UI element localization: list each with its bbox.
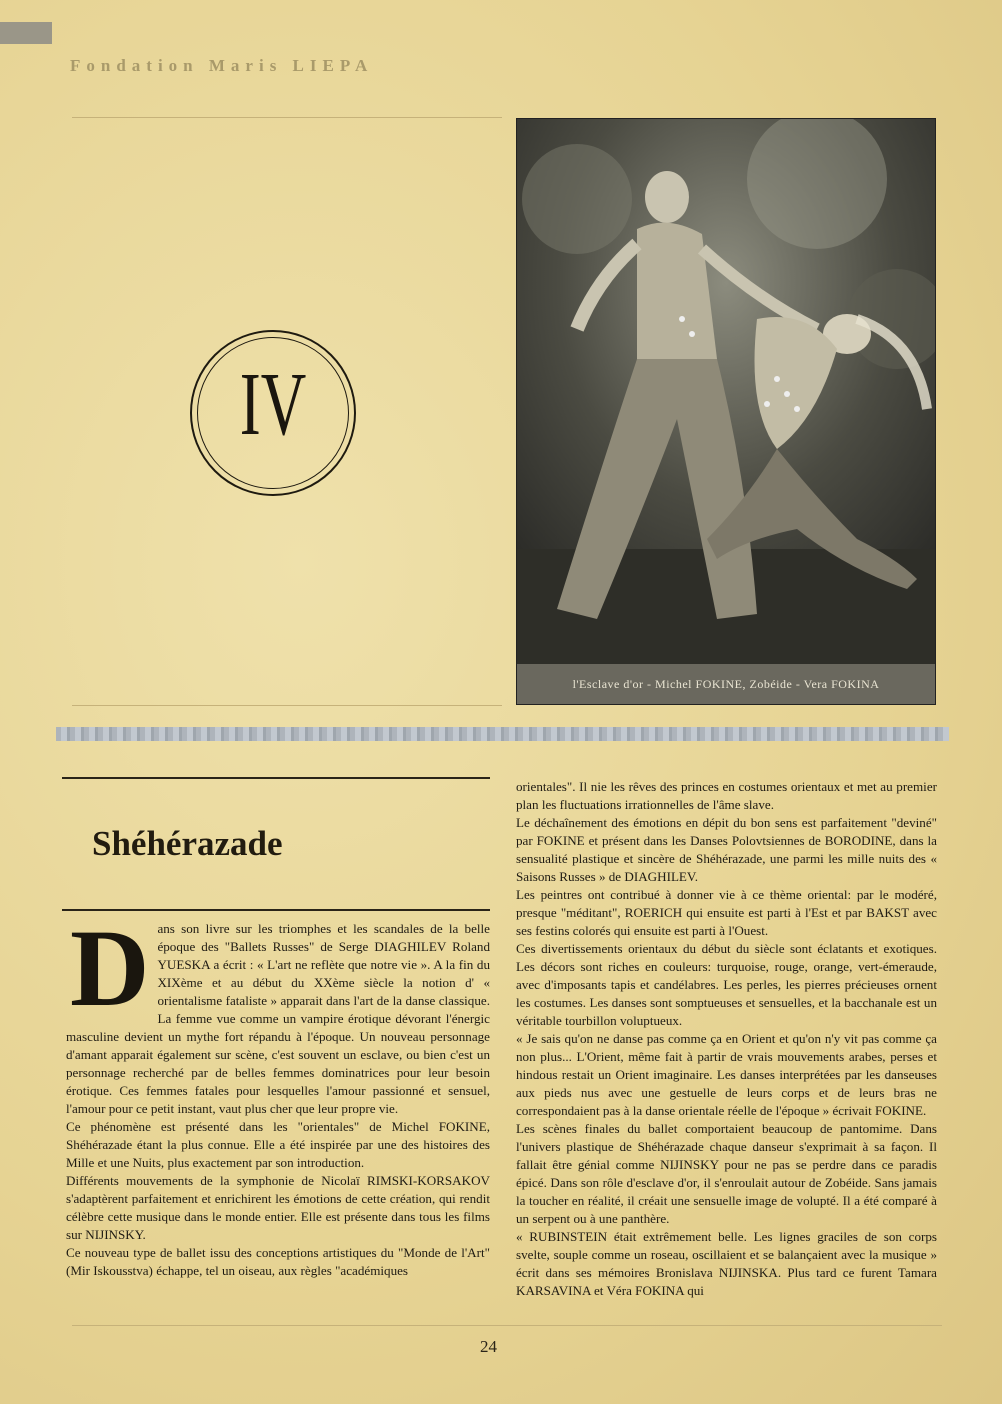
paragraph: Ces divertissements orientaux du début du siècle sont éclatants et exotiques. Les décors sont riches en couleurs: turquoise, rouge, orange, vert-émeraude, avec d'imposants tapis et candélabres. Les perles, les pierres précieuses ornent les costumes. Les danses sont somptueuses et sensuelles, et la bacchanale est un véritable tourbillon voluptueux. — [516, 941, 937, 1028]
decorative-band — [56, 727, 949, 741]
drop-cap: D — [70, 920, 150, 1029]
paragraph: ans son livre sur les triomphes et les scandales de la belle époque des "Ballets Russes" de Serge DIAGHILEV Roland YUESKA a écrit : « L'art ne reflète que notre vie ». A la fin du XIXème et au début du XXème siècle la notion d' « orientalisme fataliste » apparait dans l'art de la danse classique. La femme vue comme un vampire érotique dévorant l'énergic masculine devient un mythe fort répandu à l'époque. Un nouveau personnage d'amant apparait également sur scène, c'est souvent un esclave, ou bien c'est un personnage recherché par de belles femmes dominatrices pour leur besoin érotique. Ces femmes fatales pour lesquelles l'amour passionné et sensuel, l'amour pour ce petit instant, vaut plus cher que leur propre vie. — [66, 921, 490, 1116]
title-rule-bottom — [62, 909, 490, 911]
dancers-image — [517, 119, 935, 664]
paragraph: « Je sais qu'on ne danse pas comme ça en Orient et qu'on n'y vit pas comme ça non plus... L'Orient, même fait à partir de vrais mouvements arabes, perses et hindous restait un Orient imaginaire. Les danses interprétées par les danseuses aux pieds nus avec une gestuelle de leurs corps et de leurs bras ne correspondaient pas à la danse orientale réelle de l'époque » écrivait FOKINE. — [516, 1031, 937, 1118]
title-rule-top — [62, 777, 490, 779]
article-right-column — [516, 778, 937, 1323]
top-divider — [72, 117, 502, 118]
chapter-numeral: IV — [239, 355, 307, 454]
paragraph: Les peintres ont contribué à donner vie à ce thème oriental: par le modéré, presque "méditant", ROERICH qui ensuite est parti à l'Est et par BAKST avec ses festins colorés qui ensuite est parti à l'Ouest. — [516, 887, 937, 938]
chapter-emblem — [190, 330, 356, 496]
paragraph: Les scènes finales du ballet comportaient beaucoup de pantomime. Dans l'univers plastique de Shéhérazade chaque danseur s'exprimait à sa façon. Il fallait être génial comme NIJINSKY pour ne pas se perdre dans ce paradis épicé. Dans son rôle d'esclave d'or, il s'enroulait autour de Zobéide. Sans jamais la toucher en réalité, il créait une sensuelle image de volupté. Il a été comparé à un serpent ou à une panthère. — [516, 1121, 937, 1226]
page-header: Fondation Maris LIEPA — [70, 56, 374, 75]
paragraph: Ce nouveau type de ballet issu des conceptions artistiques du "Monde de l'Art" (Mir Iskousstva) échappe, tel un oiseau, aux règles "académiques — [66, 1245, 490, 1278]
mid-divider — [72, 705, 502, 706]
corner-tab — [0, 22, 52, 44]
article-title: Shéhérazade — [92, 824, 283, 863]
paragraph: Différents mouvements de la symphonie de Nicolaï RIMSKI-KORSAKOV s'adaptèrent parfaitement et enrichirent les émotions de cette création, qui rendit célèbre cette musique dans le monde entier. Elle est présente dans tous les films sur NIJINSKY. — [66, 1173, 490, 1242]
page-number: 24 — [480, 1337, 497, 1356]
paragraph: Ce phénomène est présenté dans les "orientales" de Michel FOKINE, Shéhérazade étant la plus connue. Elle a été inspirée par une des histoires des Mille et une Nuits, plus exactement par son introduction. — [66, 1119, 490, 1170]
paragraph: orientales". Il nie les rêves des princes en costumes orientaux et met au premier plan les fluctuations irrationnelles de l'âme slave. — [516, 779, 937, 812]
article-left-column — [66, 920, 490, 1320]
photo-caption: l'Esclave d'or - Michel FOKINE, Zobéide - Vera FOKINA — [517, 664, 935, 704]
dance-photo — [516, 118, 936, 705]
paragraph: « RUBINSTEIN était extrêmement belle. Les lignes graciles de son corps svelte, souple comme un roseau, oscillaient et se balançaient avec la musique » écrit dans ses mémoires Bronislava NIJINSKA. Plus tard ce furent Tamara KARSAVINA et Véra FOKINA qui — [516, 1229, 937, 1298]
footer-divider — [72, 1325, 942, 1326]
paragraph: Le déchaînement des émotions en dépit du bon sens est parfaitement "deviné" par FOKINE et présent dans les Danses Polovtsiennes de BORODINE, dans la sensualité plastique et sincère de Shéhérazade, une parmi les mille nuits des « Saisons Russes » de DIAGHILEV. — [516, 815, 937, 884]
